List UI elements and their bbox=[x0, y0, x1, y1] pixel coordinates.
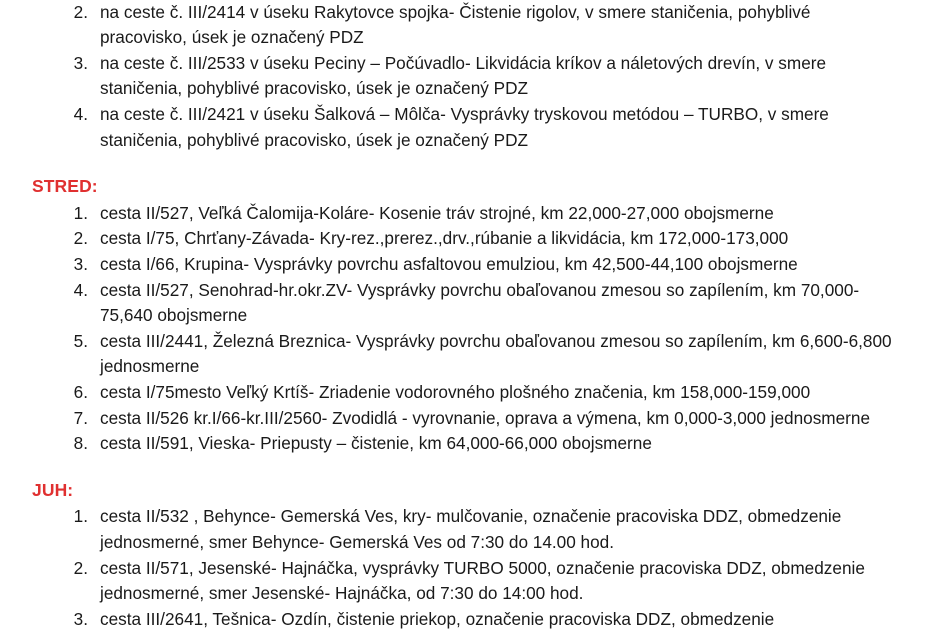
list-item-number: 4. bbox=[73, 103, 88, 124]
numbered-list bbox=[0, 201, 950, 457]
list-item-text: na ceste č. III/2533 v úseku Peciny – Počúvadlo- Likvidácia kríkov a náletových drevín, v smere staničenia, pohyblivé pracovisko, úsek je označený PDZ bbox=[100, 52, 827, 99]
list-item bbox=[0, 329, 950, 380]
list-item-text: cesta II/526 kr.I/66-kr.III/2560- Zvodidlá - vyrovnanie, oprava a výmena, km 0,000-3,000 jednosmerne bbox=[100, 407, 871, 428]
list-item-text: cesta II/532 , Behynce- Gemerská Ves, kry- mulčovanie, označenie pracoviska DDZ, obmedzenie jednosmerné, smer Behynce- Gemerská Ves od 7:30 do 14.00 hod. bbox=[100, 506, 842, 552]
list-item-text: cesta II/571, Jesenské- Hajnáčka, vysprávky TURBO 5000, označenie pracoviska DDZ, obmedzenie jednosmerné, smer Jesenské- Hajnáčka, od 7:30 do 14:00 hod. bbox=[100, 557, 865, 604]
section-heading-section-juh: JUH: bbox=[32, 479, 74, 500]
list-item bbox=[0, 51, 950, 102]
list-item bbox=[0, 226, 950, 252]
section-spacer bbox=[0, 153, 950, 175]
section-spacer bbox=[0, 457, 950, 479]
list-item-number: 6. bbox=[73, 381, 88, 402]
list-item-text: na ceste č. III/2421 v úseku Šalková – Môlča- Vysprávky tryskovou metódou – TURBO, v smere staničenia, pohyblivé pracovisko, úsek je označený PDZ bbox=[100, 103, 829, 150]
list-item-number: 1. bbox=[73, 202, 88, 223]
list-item bbox=[0, 278, 950, 329]
list-item bbox=[0, 431, 950, 457]
list-item-text: cesta II/527, Senohrad-hr.okr.ZV- Vysprávky povrchu obaľovanou zmesou so zapílením, km 70,000-75,640 obojsmerne bbox=[100, 279, 860, 326]
list-item-number: 2. bbox=[73, 228, 88, 249]
numbered-list bbox=[0, 0, 950, 153]
list-item bbox=[0, 504, 950, 555]
section-juh bbox=[0, 457, 950, 633]
list-item-number: 1. bbox=[73, 506, 88, 527]
list-item-number: 2. bbox=[73, 1, 88, 22]
list-item bbox=[0, 252, 950, 278]
list-item-number: 4. bbox=[73, 279, 88, 300]
list-item-number: 7. bbox=[73, 407, 88, 428]
list-item-text: na ceste č. III/2414 v úseku Rakytovce spojka- Čistenie rigolov, v smere staničenia, pohyblivé pracovisko, úsek je označený PDZ bbox=[100, 1, 811, 48]
list-item bbox=[0, 406, 950, 432]
list-item-text: cesta III/2641, Tešnica- Ozdín, čistenie priekop, označenie pracoviska DDZ, obmedzenie bbox=[100, 608, 775, 629]
section-continued bbox=[0, 0, 950, 153]
list-item-number: 5. bbox=[73, 330, 88, 351]
section-stred bbox=[0, 153, 950, 457]
list-item-text: cesta I/75mesto Veľký Krtíš- Zriadenie vodorovného plošného značenia, km 158,000-159,000 bbox=[100, 381, 811, 402]
list-item-text: cesta II/591, Vieska- Priepusty – čistenie, km 64,000-66,000 obojsmerne bbox=[100, 433, 652, 454]
list-item-number: 3. bbox=[73, 608, 88, 629]
list-item bbox=[0, 556, 950, 607]
list-item-number: 3. bbox=[73, 52, 88, 73]
list-item-text: cesta II/527, Veľká Čalomija-Koláre- Kosenie tráv strojné, km 22,000-27,000 obojsmerne bbox=[100, 202, 774, 223]
numbered-list bbox=[0, 504, 950, 632]
list-item-number: 2. bbox=[73, 557, 88, 578]
list-item bbox=[0, 607, 950, 633]
list-item-text: cesta I/75, Chrťany-Závada- Kry-rez.,prerez.,drv.,rúbanie a likvidácia, km 172,000-173,000 bbox=[100, 228, 789, 249]
section-heading-section-stred: STRED: bbox=[32, 176, 98, 197]
list-item-number: 3. bbox=[73, 253, 88, 274]
list-item-text: cesta III/2441, Železná Breznica- Vysprávky povrchu obaľovanou zmesou so zapílením, km 6,600-6,800 jednosmerne bbox=[100, 330, 892, 377]
list-item-text: cesta I/66, Krupina- Vysprávky povrchu asfaltovou emulziou, km 42,500-44,100 obojsmerne bbox=[100, 253, 798, 274]
list-item bbox=[0, 0, 950, 51]
list-item bbox=[0, 201, 950, 227]
list-item-number: 8. bbox=[73, 433, 88, 454]
list-item bbox=[0, 102, 950, 153]
list-item bbox=[0, 380, 950, 406]
